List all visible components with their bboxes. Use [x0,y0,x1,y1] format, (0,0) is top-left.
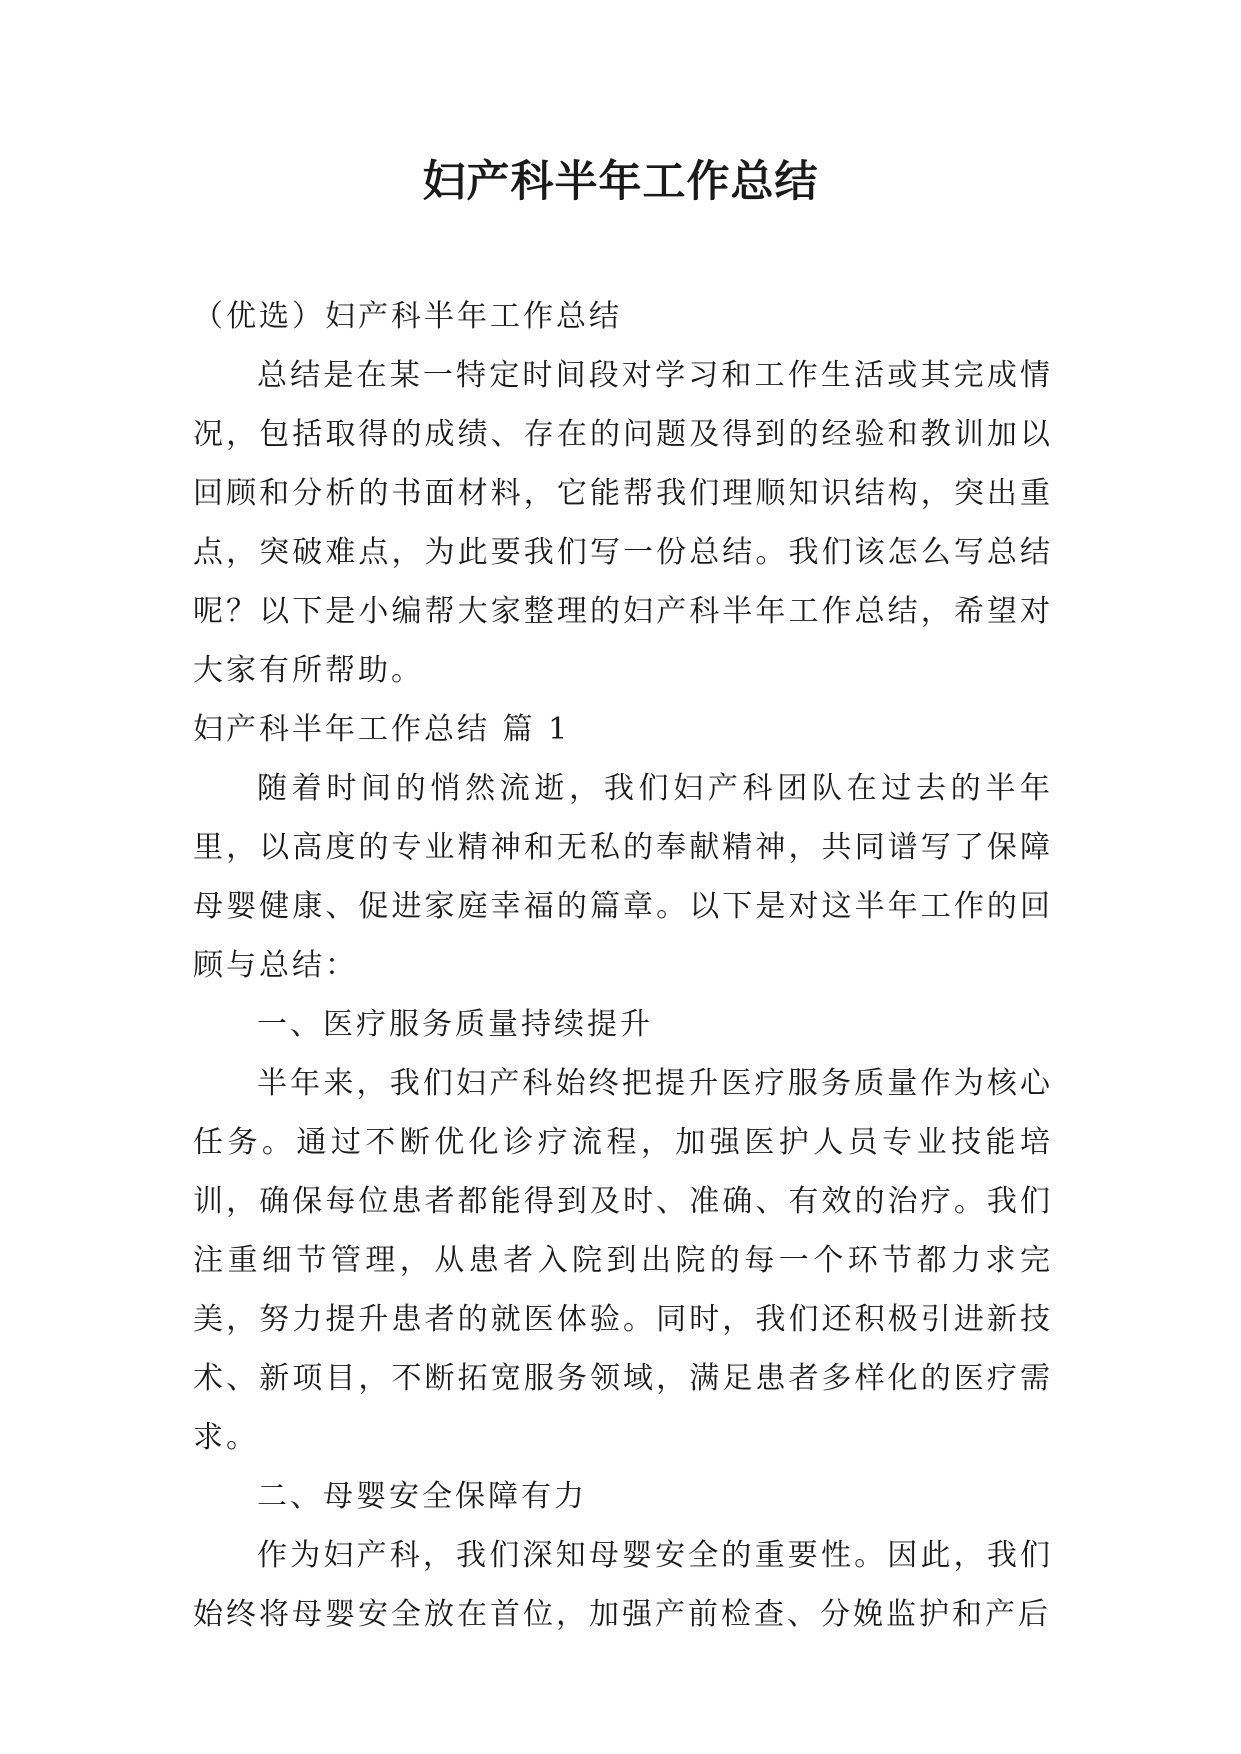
section-2-title: 二、母婴安全保障有力 [257,1479,587,1514]
document-body [193,287,1053,1644]
article-intro-paragraph: 随着时间的悄然流逝，我们妇产科团队在过去的半年里，以高度的专业精神和无私的奉献精神，共同谱写了保障母婴健康、促进家庭幸福的篇章。以下是对这半年工作的回顾与总结： [193,771,1053,983]
section-1-paragraph: 半年来，我们妇产科始终把提升医疗服务质量作为核心任务。通过不断优化诊疗流程，加强医护人员专业技能培训，确保每位患者都能得到及时、准确、有效的治疗。我们注重细节管理，从患者入院到出院的每一个环节都力求完美，努力提升患者的就医体验。同时，我们还积极引进新技术、新项目，不断拓宽服务领域，满足患者多样化的医疗需求。 [193,1066,1053,1455]
section-1-title: 一、医疗服务质量持续提升 [257,1007,653,1042]
article-heading: 妇产科半年工作总结 篇 1 [193,712,571,747]
document-title: 妇产科半年工作总结 [422,157,819,207]
document-subtitle: （优选）妇产科半年工作总结 [193,299,622,334]
intro-paragraph: 总结是在某一特定时间段对学习和工作生活或其完成情况，包括取得的成绩、存在的问题及得到的经验和教训加以回顾和分析的书面材料，它能帮我们理顺知识结构，突出重点，突破难点，为此要我们写一份总结。我们该怎么写总结呢？以下是小编帮大家整理的妇产科半年工作总结，希望对大家有所帮助。 [193,358,1053,688]
section-2-paragraph: 作为妇产科，我们深知母婴安全的重要性。因此，我们始终将母婴安全放在首位，加强产前检查、分娩监护和产后 [193,1538,1053,1632]
